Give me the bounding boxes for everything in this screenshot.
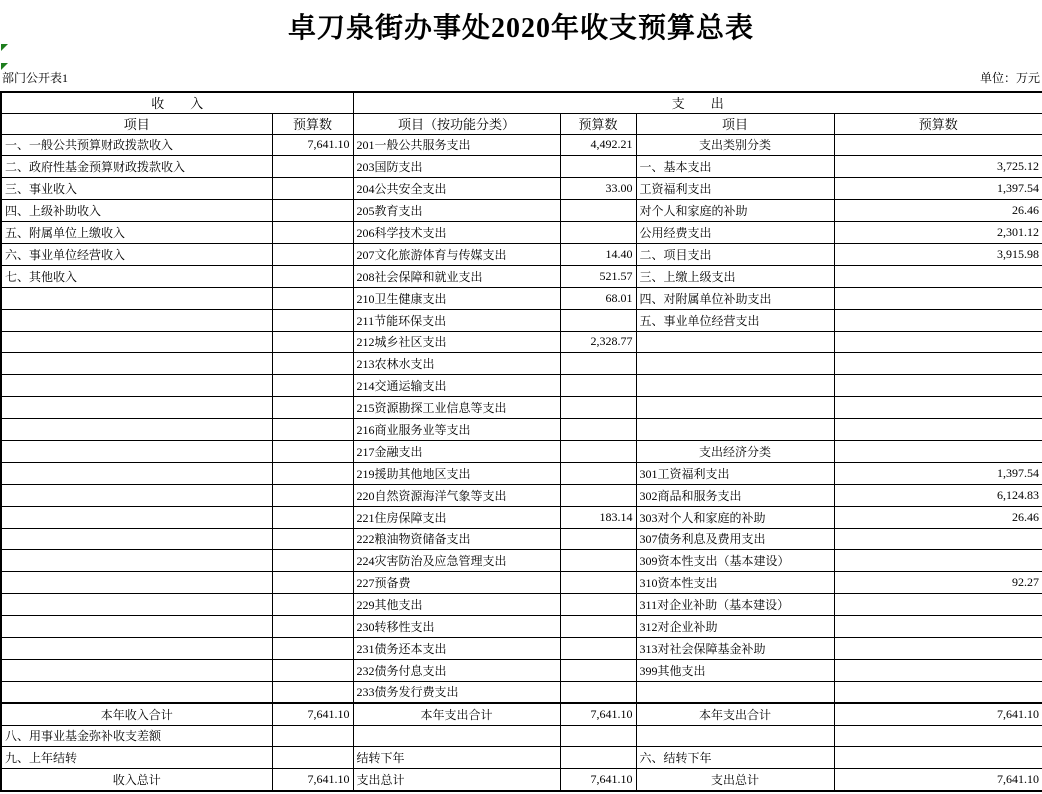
category-budget-cell <box>834 659 1042 681</box>
category-item-cell: 313对社会保障基金补助 <box>636 637 834 659</box>
category-budget-cell <box>834 637 1042 659</box>
function-budget-cell <box>560 659 636 681</box>
category-budget-cell: 92.27 <box>834 572 1042 594</box>
function-item-cell: 229其他支出 <box>353 594 560 616</box>
function-budget-cell <box>560 594 636 616</box>
income-item-cell <box>1 287 272 309</box>
income-item-cell: 本年收入合计 <box>1 703 272 725</box>
category-item-cell: 对个人和家庭的补助 <box>636 200 834 222</box>
income-budget-cell <box>272 572 353 594</box>
unit-label: 单位：万元 <box>979 71 1040 85</box>
function-item-cell: 213农林水支出 <box>353 353 560 375</box>
function-item-cell <box>353 725 560 747</box>
function-item-cell: 224灾害防治及应急管理支出 <box>353 550 560 572</box>
income-item-cell <box>1 419 272 441</box>
income-item-cell <box>1 637 272 659</box>
function-item-cell: 201一般公共服务支出 <box>353 134 560 156</box>
income-item-cell <box>1 572 272 594</box>
function-item-cell: 210卫生健康支出 <box>353 287 560 309</box>
category-budget-cell <box>834 594 1042 616</box>
category-item-cell <box>636 681 834 703</box>
category-budget-cell <box>834 419 1042 441</box>
income-budget-cell <box>272 659 353 681</box>
category-budget-cell <box>834 353 1042 375</box>
section-header-row <box>1 92 1042 113</box>
category-budget-cell: 1,397.54 <box>834 462 1042 484</box>
income-budget-cell <box>272 375 353 397</box>
income-item-cell <box>1 506 272 528</box>
col-header-function-budget: 预算数 <box>560 113 636 134</box>
table-row <box>1 484 1042 506</box>
category-budget-cell: 1,397.54 <box>834 178 1042 200</box>
function-item-cell: 233债务发行费支出 <box>353 681 560 703</box>
income-item-cell: 二、政府性基金预算财政拨款收入 <box>1 156 272 178</box>
income-budget-cell: 7,641.10 <box>272 769 353 791</box>
category-budget-cell <box>834 265 1042 287</box>
income-item-cell <box>1 309 272 331</box>
income-budget-cell <box>272 725 353 747</box>
sheet-label: 部门公开表1 <box>2 71 69 85</box>
income-budget-cell: 7,641.10 <box>272 134 353 156</box>
category-item-cell: 一、基本支出 <box>636 156 834 178</box>
table-row <box>1 375 1042 397</box>
function-budget-cell <box>560 200 636 222</box>
category-item-cell: 399其他支出 <box>636 659 834 681</box>
income-item-cell <box>1 440 272 462</box>
category-item-cell: 301工资福利支出 <box>636 462 834 484</box>
table-row <box>1 397 1042 419</box>
category-budget-cell <box>834 331 1042 353</box>
income-budget-cell <box>272 440 353 462</box>
income-item-cell: 四、上级补助收入 <box>1 200 272 222</box>
income-budget-cell <box>272 484 353 506</box>
function-budget-cell <box>560 375 636 397</box>
category-budget-cell <box>834 747 1042 769</box>
table-row <box>1 134 1042 156</box>
income-item-cell <box>1 397 272 419</box>
category-budget-cell <box>834 616 1042 638</box>
col-header-category-budget: 预算数 <box>834 113 1042 134</box>
income-budget-cell <box>272 287 353 309</box>
income-budget-cell <box>272 331 353 353</box>
table-row <box>1 594 1042 616</box>
function-item-cell: 227预备费 <box>353 572 560 594</box>
category-item-cell: 支出经济分类 <box>636 440 834 462</box>
income-item-cell <box>1 659 272 681</box>
category-item-cell <box>636 353 834 375</box>
income-item-cell <box>1 681 272 703</box>
function-budget-cell: 68.01 <box>560 287 636 309</box>
income-budget-cell <box>272 637 353 659</box>
income-item-cell <box>1 462 272 484</box>
income-budget-cell <box>272 528 353 550</box>
income-budget-cell <box>272 550 353 572</box>
table-row <box>1 769 1042 791</box>
table-row <box>1 440 1042 462</box>
income-item-cell <box>1 550 272 572</box>
function-budget-cell: 521.57 <box>560 265 636 287</box>
function-budget-cell <box>560 419 636 441</box>
function-item-cell: 216商业服务业等支出 <box>353 419 560 441</box>
category-budget-cell: 6,124.83 <box>834 484 1042 506</box>
table-row <box>1 265 1042 287</box>
table-row <box>1 659 1042 681</box>
category-item-cell: 302商品和服务支出 <box>636 484 834 506</box>
table-row <box>1 243 1042 265</box>
income-budget-cell <box>272 222 353 244</box>
category-budget-cell <box>834 375 1042 397</box>
category-item-cell: 五、事业单位经营支出 <box>636 309 834 331</box>
income-item-cell: 一、一般公共预算财政拨款收入 <box>1 134 272 156</box>
function-budget-cell <box>560 397 636 419</box>
function-budget-cell <box>560 222 636 244</box>
category-budget-cell: 2,301.12 <box>834 222 1042 244</box>
table-row <box>1 178 1042 200</box>
income-item-cell <box>1 375 272 397</box>
table-row <box>1 616 1042 638</box>
income-budget-cell <box>272 265 353 287</box>
function-item-cell: 211节能环保支出 <box>353 309 560 331</box>
budget-table <box>0 91 1042 792</box>
income-budget-cell <box>272 462 353 484</box>
function-budget-cell <box>560 550 636 572</box>
category-item-cell <box>636 397 834 419</box>
income-budget-cell <box>272 353 353 375</box>
category-budget-cell: 3,725.12 <box>834 156 1042 178</box>
function-budget-cell <box>560 484 636 506</box>
category-item-cell: 三、上缴上级支出 <box>636 265 834 287</box>
table-row <box>1 156 1042 178</box>
category-item-cell: 本年支出合计 <box>636 703 834 725</box>
income-budget-cell <box>272 681 353 703</box>
expenditure-section-header: 支 出 <box>353 92 1042 113</box>
function-budget-cell <box>560 637 636 659</box>
category-budget-cell: 7,641.10 <box>834 769 1042 791</box>
page-title: 卓刀泉街办事处2020年收支预算总表 <box>287 13 754 44</box>
income-item-cell: 八、用事业基金弥补收支差额 <box>1 725 272 747</box>
function-budget-cell <box>560 440 636 462</box>
category-budget-cell <box>834 309 1042 331</box>
table-row <box>1 200 1042 222</box>
function-budget-cell: 7,641.10 <box>560 769 636 791</box>
category-item-cell <box>636 725 834 747</box>
table-row <box>1 331 1042 353</box>
table-row <box>1 287 1042 309</box>
category-item-cell: 四、对附属单位补助支出 <box>636 287 834 309</box>
category-item-cell: 二、项目支出 <box>636 243 834 265</box>
income-item-cell: 五、附属单位上缴收入 <box>1 222 272 244</box>
function-item-cell: 219援助其他地区支出 <box>353 462 560 484</box>
function-budget-cell: 4,492.21 <box>560 134 636 156</box>
income-item-cell <box>1 616 272 638</box>
category-budget-cell <box>834 725 1042 747</box>
function-item-cell: 本年支出合计 <box>353 703 560 725</box>
income-budget-cell <box>272 419 353 441</box>
function-item-cell: 217金融支出 <box>353 440 560 462</box>
function-item-cell: 222粮油物资储备支出 <box>353 528 560 550</box>
table-row <box>1 681 1042 703</box>
category-budget-cell <box>834 134 1042 156</box>
function-budget-cell <box>560 156 636 178</box>
income-item-cell <box>1 594 272 616</box>
table-row <box>1 462 1042 484</box>
function-item-cell: 220自然资源海洋气象等支出 <box>353 484 560 506</box>
function-budget-cell <box>560 309 636 331</box>
category-item-cell <box>636 419 834 441</box>
function-item-cell: 203国防支出 <box>353 156 560 178</box>
function-budget-cell: 2,328.77 <box>560 331 636 353</box>
function-budget-cell <box>560 725 636 747</box>
income-item-cell: 三、事业收入 <box>1 178 272 200</box>
function-item-cell: 221住房保障支出 <box>353 506 560 528</box>
table-row <box>1 222 1042 244</box>
table-row <box>1 747 1042 769</box>
function-item-cell: 支出总计 <box>353 769 560 791</box>
income-budget-cell <box>272 397 353 419</box>
function-item-cell: 231债务还本支出 <box>353 637 560 659</box>
function-budget-cell <box>560 572 636 594</box>
income-budget-cell <box>272 243 353 265</box>
column-header-row <box>1 113 1042 134</box>
table-row <box>1 725 1042 747</box>
col-header-category-item: 项目 <box>636 113 834 134</box>
income-item-cell: 九、上年结转 <box>1 747 272 769</box>
category-item-cell <box>636 375 834 397</box>
income-item-cell: 六、事业单位经营收入 <box>1 243 272 265</box>
function-budget-cell: 14.40 <box>560 243 636 265</box>
category-budget-cell <box>834 528 1042 550</box>
income-item-cell: 收入总计 <box>1 769 272 791</box>
function-budget-cell <box>560 616 636 638</box>
income-budget-cell <box>272 616 353 638</box>
budget-table-body <box>1 134 1042 791</box>
income-budget-cell <box>272 594 353 616</box>
function-budget-cell: 33.00 <box>560 178 636 200</box>
function-item-cell: 205教育支出 <box>353 200 560 222</box>
category-budget-cell: 7,641.10 <box>834 703 1042 725</box>
category-item-cell: 303对个人和家庭的补助 <box>636 506 834 528</box>
income-section-header: 收 入 <box>1 92 353 113</box>
category-budget-cell <box>834 550 1042 572</box>
category-item-cell: 公用经费支出 <box>636 222 834 244</box>
function-item-cell: 212城乡社区支出 <box>353 331 560 353</box>
table-row <box>1 572 1042 594</box>
function-budget-cell <box>560 353 636 375</box>
function-item-cell: 结转下年 <box>353 747 560 769</box>
table-row <box>1 353 1042 375</box>
table-row <box>1 637 1042 659</box>
income-budget-cell <box>272 178 353 200</box>
function-budget-cell <box>560 462 636 484</box>
table-row <box>1 506 1042 528</box>
category-item-cell: 六、结转下年 <box>636 747 834 769</box>
income-budget-cell <box>272 506 353 528</box>
category-item-cell: 307债务利息及费用支出 <box>636 528 834 550</box>
category-item-cell: 工资福利支出 <box>636 178 834 200</box>
function-item-cell: 214交通运输支出 <box>353 375 560 397</box>
table-row <box>1 550 1042 572</box>
function-item-cell: 206科学技术支出 <box>353 222 560 244</box>
table-caption-row <box>0 68 1042 88</box>
function-budget-cell <box>560 747 636 769</box>
function-item-cell: 232债务付息支出 <box>353 659 560 681</box>
income-item-cell <box>1 484 272 506</box>
income-budget-cell: 7,641.10 <box>272 703 353 725</box>
function-budget-cell <box>560 681 636 703</box>
category-item-cell: 310资本性支出 <box>636 572 834 594</box>
col-header-function-item: 项目（按功能分类） <box>353 113 560 134</box>
category-item-cell: 311对企业补助（基本建设） <box>636 594 834 616</box>
table-row <box>1 419 1042 441</box>
function-item-cell: 215资源勘探工业信息等支出 <box>353 397 560 419</box>
function-item-cell: 204公共安全支出 <box>353 178 560 200</box>
table-row <box>1 309 1042 331</box>
col-header-income-budget: 预算数 <box>272 113 353 134</box>
income-item-cell: 七、其他收入 <box>1 265 272 287</box>
category-budget-cell <box>834 440 1042 462</box>
category-budget-cell <box>834 287 1042 309</box>
category-budget-cell: 26.46 <box>834 506 1042 528</box>
income-item-cell <box>1 528 272 550</box>
category-item-cell <box>636 331 834 353</box>
function-budget-cell: 7,641.10 <box>560 703 636 725</box>
category-budget-cell <box>834 681 1042 703</box>
green-triangle-marker-1 <box>1 44 8 51</box>
income-budget-cell <box>272 747 353 769</box>
category-budget-cell: 26.46 <box>834 200 1042 222</box>
income-budget-cell <box>272 156 353 178</box>
function-item-cell: 208社会保障和就业支出 <box>353 265 560 287</box>
income-item-cell <box>1 331 272 353</box>
income-budget-cell <box>272 309 353 331</box>
function-item-cell: 230转移性支出 <box>353 616 560 638</box>
table-row <box>1 703 1042 725</box>
function-item-cell: 207文化旅游体育与传媒支出 <box>353 243 560 265</box>
category-item-cell: 支出类别分类 <box>636 134 834 156</box>
income-budget-cell <box>272 200 353 222</box>
category-item-cell: 支出总计 <box>636 769 834 791</box>
income-item-cell <box>1 353 272 375</box>
category-budget-cell: 3,915.98 <box>834 243 1042 265</box>
category-budget-cell <box>834 397 1042 419</box>
function-budget-cell: 183.14 <box>560 506 636 528</box>
col-header-income-item: 项目 <box>1 113 272 134</box>
category-item-cell: 312对企业补助 <box>636 616 834 638</box>
function-budget-cell <box>560 528 636 550</box>
category-item-cell: 309资本性支出（基本建设） <box>636 550 834 572</box>
table-row <box>1 528 1042 550</box>
